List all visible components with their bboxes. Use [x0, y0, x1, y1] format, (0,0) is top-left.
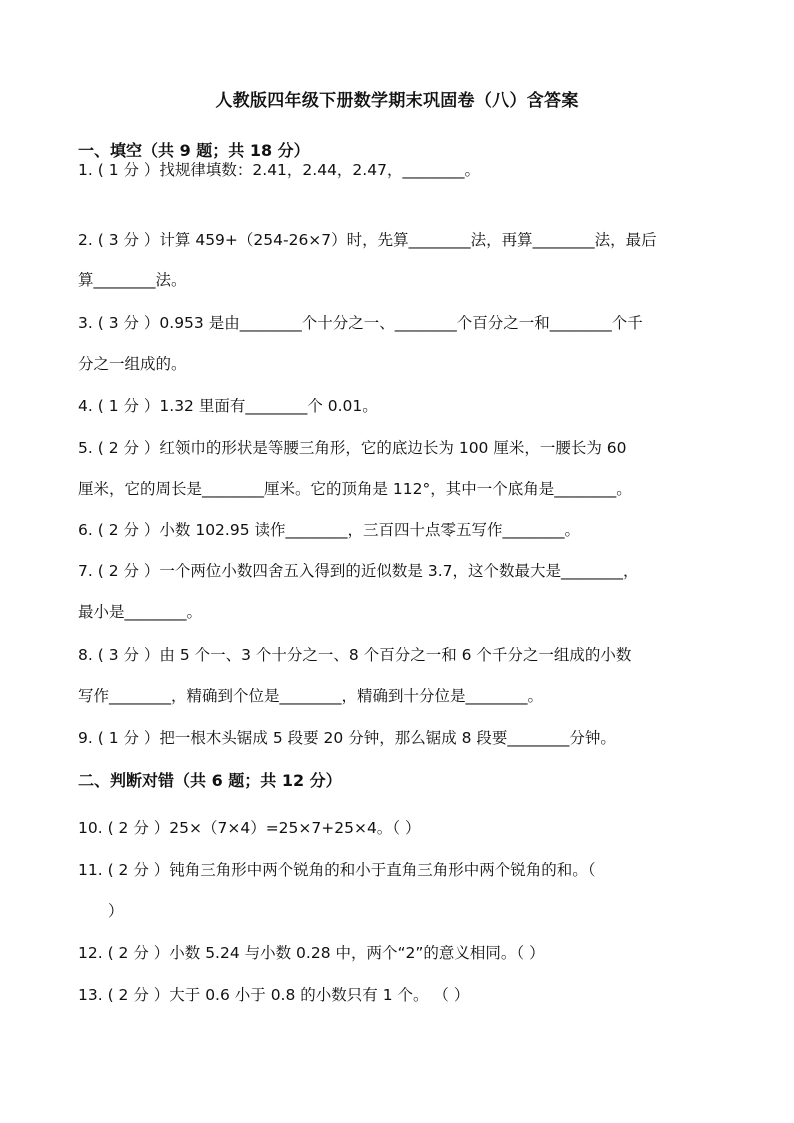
question-11-line-2: ） [108, 902, 124, 920]
question-5-line-1: 5. ( 2 分 ）红领巾的形状是等腰三角形，它的底边长为 100 厘米，一腰长为 60 [78, 439, 627, 457]
question-6: 6. ( 2 分 ）小数 102.95 读作________，三百四十点零五写作________。 [78, 521, 580, 539]
question-12: 12. ( 2 分 ）小数 5.24 与小数 0.28 中，两个“2”的意义相同。（ ） [78, 944, 545, 962]
question-7-line-1: 7. ( 2 分 ）一个两位小数四舍五入得到的近似数是 3.7，这个数最大是________， [78, 562, 639, 580]
question-8-line-2: 写作________，精确到个位是________，精确到十分位是________。 [78, 687, 544, 705]
question-2-line-1: 2. ( 3 分 ）计算 459+（254-26×7）时，先算________法，再算________法，最后 [78, 231, 657, 249]
question-1: 1. ( 1 分 ）找规律填数：2.41，2.44，2.47，________。 [78, 161, 480, 179]
question-2-line-2: 算________法。 [78, 271, 187, 289]
question-10: 10. ( 2 分 ）25×（7×4）=25×7+25×4。（ ） [78, 819, 421, 837]
question-11-line-1: 11. ( 2 分 ）钝角三角形中两个锐角的和小于直角三角形中两个锐角的和。（ [78, 861, 596, 879]
page-title: 人教版四年级下册数学期末巩固卷（八）含答案 [215, 91, 579, 111]
section-heading-fill-blank: 一、填空（共 9 题；共 18 分） [78, 141, 310, 160]
question-5-line-2: 厘米，它的周长是________厘米。它的顶角是 112°，其中一个底角是________。 [78, 480, 632, 498]
section-heading-true-false: 二、判断对错（共 6 题；共 12 分） [78, 771, 342, 790]
question-7-line-2: 最小是________。 [78, 603, 203, 621]
question-9: 9. ( 1 分 ）把一根木头锯成 5 段要 20 分钟，那么锯成 8 段要________分钟。 [78, 729, 616, 747]
question-3-line-2: 分之一组成的。 [78, 355, 187, 373]
question-3-line-1: 3. ( 3 分 ）0.953 是由________个十分之一、________个百分之一和________个千 [78, 314, 643, 332]
question-4: 4. ( 1 分 ）1.32 里面有________个 0.01。 [78, 397, 378, 415]
question-8-line-1: 8. ( 3 分 ）由 5 个一、3 个十分之一、8 个百分之一和 6 个千分之一组成的小数 [78, 646, 632, 664]
question-13: 13. ( 2 分 ）大于 0.6 小于 0.8 的小数只有 1 个。 （ ） [78, 986, 470, 1004]
